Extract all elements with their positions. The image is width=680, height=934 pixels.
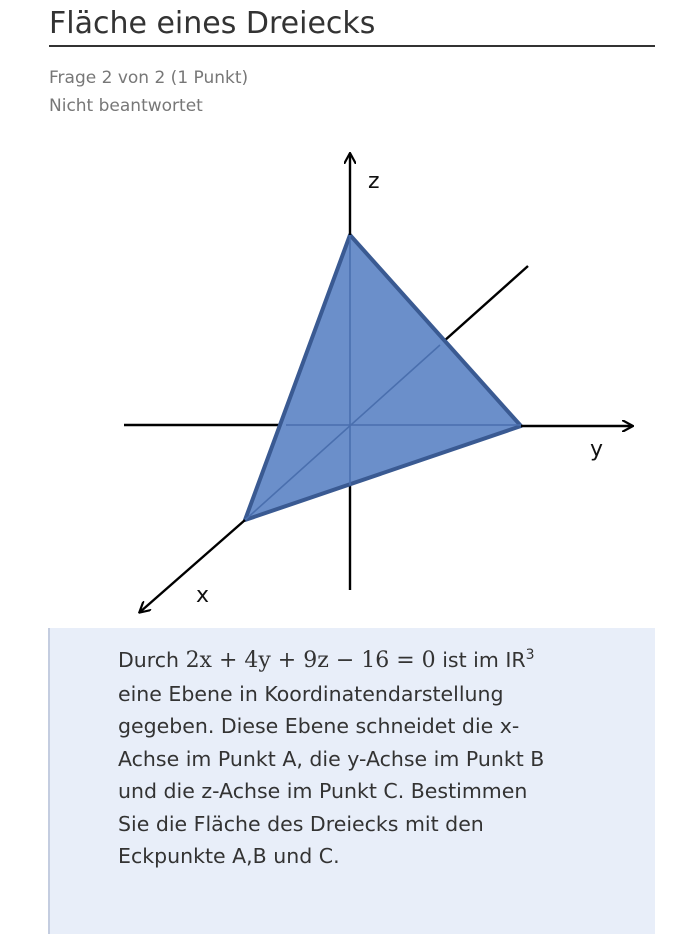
question-text: [118, 644, 548, 873]
question-title: Fläche eines Dreiecks: [49, 6, 376, 41]
question-meta: [49, 64, 248, 120]
question-intro: Durch: [118, 648, 180, 672]
space-symbol: IR: [505, 648, 526, 672]
y-axis-label: y: [590, 437, 604, 462]
question-box: [48, 628, 655, 934]
question-rest: eine Ebene in Koordinatendarstellung gegeben. Diese Ebene schneidet die x-Achse im Punkt A, die y-Achse im Punkt B und die z-Achse im Punkt C. Bestimmen Sie die Fläche des Dreiecks mit den Eckpunkte A,B und C.: [118, 681, 545, 868]
z-axis-label: z: [368, 169, 380, 194]
space-exponent: 3: [525, 647, 535, 663]
x-axis-label: x: [196, 583, 210, 608]
question-status: Nicht beantwortet: [49, 96, 203, 116]
question-mid: ist im: [442, 648, 499, 672]
triangle-diagram: [0, 140, 680, 620]
triangle-abc: [245, 235, 521, 520]
question-progress: Frage 2 von 2 (1 Punkt): [49, 68, 249, 88]
x-axis: [140, 520, 245, 612]
plane-equation: 2x + 4y + 9z − 16 = 0: [185, 648, 436, 673]
title-divider: [49, 45, 655, 47]
